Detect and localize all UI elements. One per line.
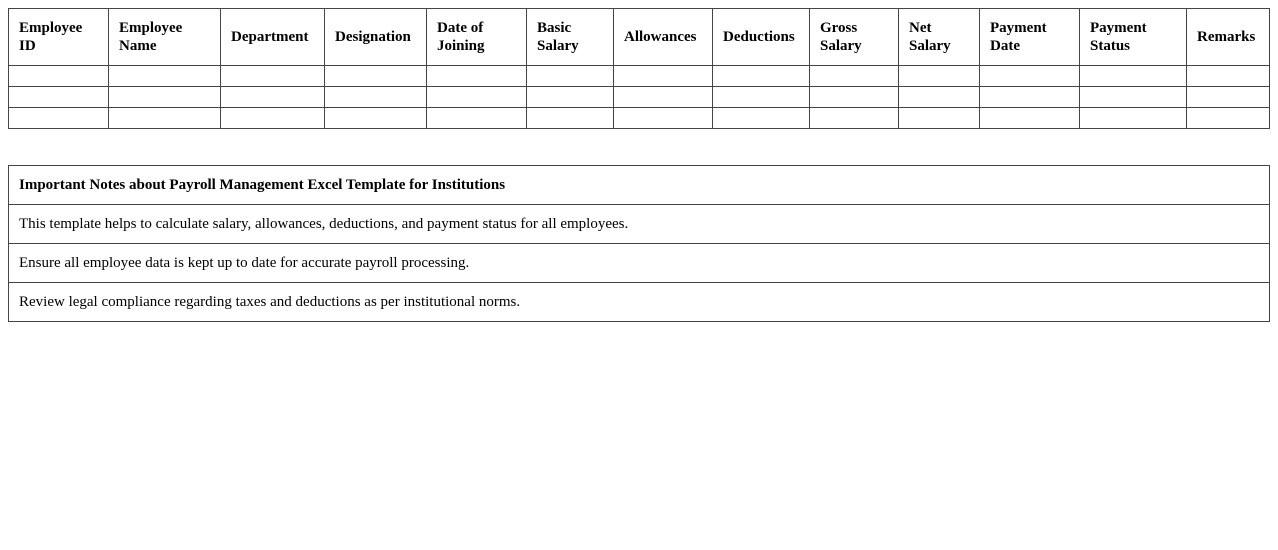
table-cell[interactable]	[899, 66, 980, 87]
table-cell[interactable]	[427, 66, 527, 87]
header-remarks: Remarks	[1187, 9, 1270, 66]
table-row	[9, 66, 1270, 87]
table-cell[interactable]	[1080, 108, 1187, 129]
table-cell[interactable]	[1080, 87, 1187, 108]
payroll-table	[8, 8, 1270, 129]
table-cell[interactable]	[221, 87, 325, 108]
header-row	[9, 9, 1270, 66]
note-item: Ensure all employee data is kept up to date for accurate payroll processing.	[9, 244, 1270, 283]
table-cell[interactable]	[9, 66, 109, 87]
header-allowances: Allowances	[614, 9, 713, 66]
table-cell[interactable]	[810, 66, 899, 87]
table-cell[interactable]	[9, 87, 109, 108]
table-cell[interactable]	[713, 87, 810, 108]
table-cell[interactable]	[325, 66, 427, 87]
table-cell[interactable]	[614, 87, 713, 108]
table-row	[9, 108, 1270, 129]
table-cell[interactable]	[325, 108, 427, 129]
notes-table	[8, 165, 1270, 322]
notes-title-row	[9, 166, 1270, 205]
table-cell[interactable]	[899, 108, 980, 129]
note-row	[9, 244, 1270, 283]
table-cell[interactable]	[527, 87, 614, 108]
table-cell[interactable]	[325, 87, 427, 108]
note-row	[9, 205, 1270, 244]
header-payment-status: Payment Status	[1080, 9, 1187, 66]
table-cell[interactable]	[980, 87, 1080, 108]
notes-title: Important Notes about Payroll Management Excel Template for Institutions	[9, 166, 1270, 205]
table-cell[interactable]	[109, 108, 221, 129]
header-deductions: Deductions	[713, 9, 810, 66]
table-cell[interactable]	[980, 66, 1080, 87]
header-employee-id: Employee ID	[9, 9, 109, 66]
table-cell[interactable]	[713, 108, 810, 129]
table-cell[interactable]	[527, 66, 614, 87]
table-row	[9, 87, 1270, 108]
table-cell[interactable]	[614, 66, 713, 87]
header-employee-name: Employee Name	[109, 9, 221, 66]
header-department: Department	[221, 9, 325, 66]
table-cell[interactable]	[221, 66, 325, 87]
table-cell[interactable]	[221, 108, 325, 129]
note-item: Review legal compliance regarding taxes and deductions as per institutional norms.	[9, 283, 1270, 322]
table-cell[interactable]	[1187, 66, 1270, 87]
table-cell[interactable]	[109, 87, 221, 108]
header-net-salary: Net Salary	[899, 9, 980, 66]
table-cell[interactable]	[980, 108, 1080, 129]
note-item: This template helps to calculate salary, allowances, deductions, and payment status for all employees.	[9, 205, 1270, 244]
table-cell[interactable]	[1187, 108, 1270, 129]
table-cell[interactable]	[527, 108, 614, 129]
table-cell[interactable]	[614, 108, 713, 129]
table-cell[interactable]	[427, 108, 527, 129]
header-date-of-joining: Date of Joining	[427, 9, 527, 66]
table-cell[interactable]	[899, 87, 980, 108]
table-cell[interactable]	[427, 87, 527, 108]
table-cell[interactable]	[1187, 87, 1270, 108]
header-basic-salary: Basic Salary	[527, 9, 614, 66]
header-gross-salary: Gross Salary	[810, 9, 899, 66]
table-cell[interactable]	[810, 108, 899, 129]
table-cell[interactable]	[109, 66, 221, 87]
table-cell[interactable]	[9, 108, 109, 129]
table-cell[interactable]	[1080, 66, 1187, 87]
payroll-body	[9, 66, 1270, 129]
header-designation: Designation	[325, 9, 427, 66]
table-cell[interactable]	[713, 66, 810, 87]
note-row	[9, 283, 1270, 322]
table-cell[interactable]	[810, 87, 899, 108]
header-payment-date: Payment Date	[980, 9, 1080, 66]
